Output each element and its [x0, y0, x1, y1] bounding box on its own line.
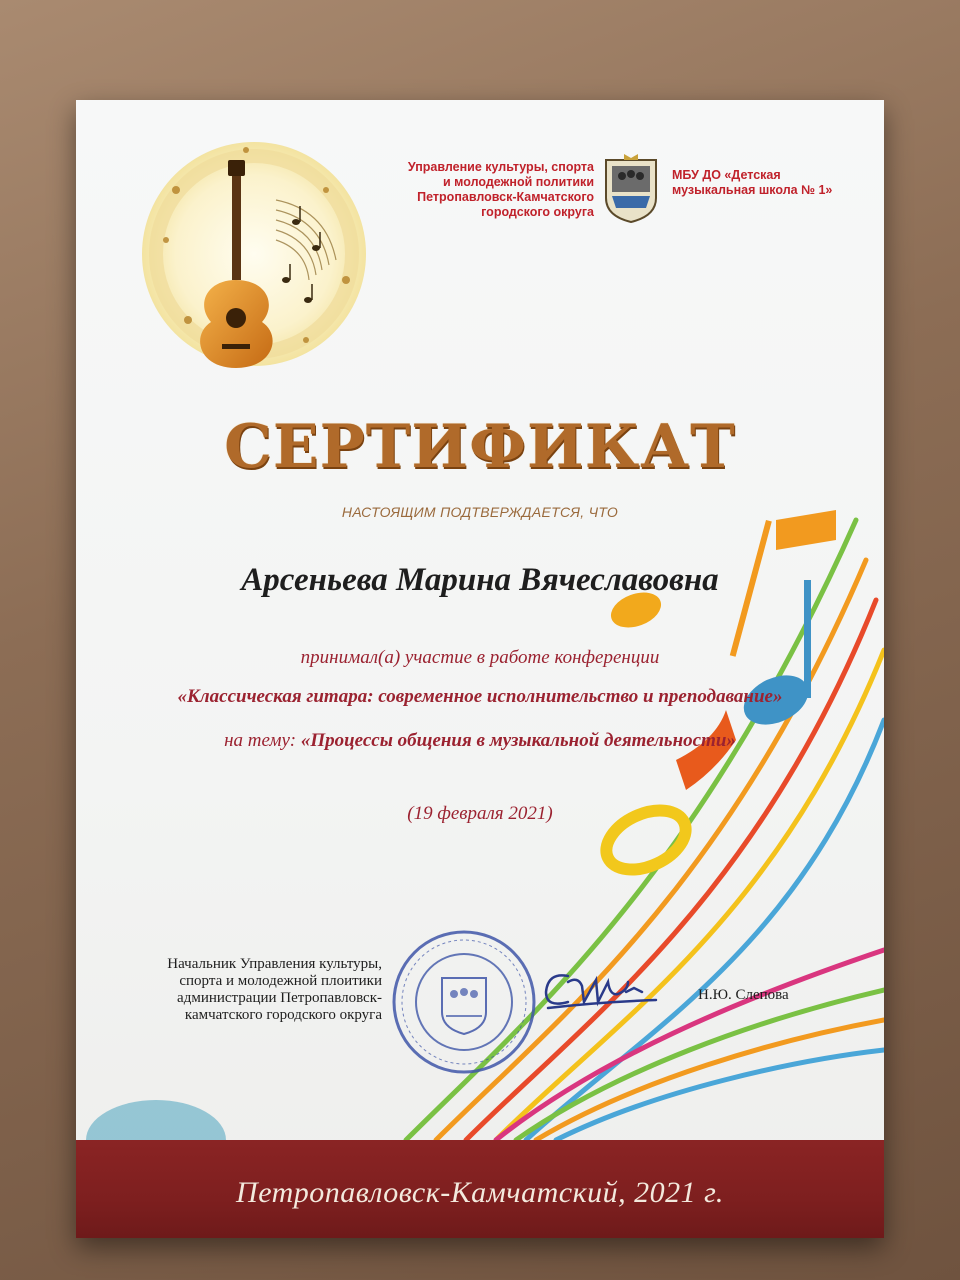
signer-position [98, 956, 382, 1024]
org-right-line: МБУ ДО «Детская [672, 168, 781, 182]
signer-position-line: администрации Петропавловск- [177, 990, 382, 1006]
signer-position-line: Начальник Управления культуры, [167, 956, 382, 972]
footer-place-year: Петропавловск-Камчатский, 2021 г. [236, 1176, 724, 1209]
organization-right [672, 168, 872, 198]
org-right-line: музыкальная школа № 1» [672, 183, 833, 197]
signer-position-line: камчатского городского округа [184, 1007, 382, 1023]
org-left-line: городского округа [481, 205, 594, 219]
official-stamp-icon [390, 928, 538, 1076]
org-left-line: Петропавловск-Камчатского [417, 190, 594, 204]
org-left-line: Управление культуры, спорта [407, 160, 594, 174]
signer-position-line: спорта и молодежной плоитики [179, 973, 382, 989]
organization-left [376, 160, 594, 220]
participation-text: принимал(а) участие в работе конференции [300, 647, 660, 668]
certificate-paper [76, 100, 884, 1238]
topic-prefix: на тему: [224, 730, 297, 751]
guitar-logo-icon [136, 130, 376, 380]
conference-title: «Классическая гитара: современное исполнительство и преподавание» [177, 686, 783, 707]
handwritten-signature-icon [538, 962, 658, 1022]
signer-name: Н.Ю. Слепова [698, 987, 789, 1003]
recipient-name: Арсеньева Марина Вячеславовна [241, 562, 719, 598]
city-emblem-icon [602, 152, 660, 224]
confirmation-text: НАСТОЯЩИМ ПОДТВЕРЖДАЕТСЯ, ЧТО [341, 504, 619, 520]
topic-line [76, 730, 884, 752]
org-left-line: и молодежной политики [443, 175, 594, 189]
certificate-date: (19 февраля 2021) [407, 803, 553, 824]
topic-title: «Процессы общения в музыкальной деятельности» [300, 730, 736, 751]
certificate-title: СЕРТИФИКАТ [224, 412, 736, 482]
